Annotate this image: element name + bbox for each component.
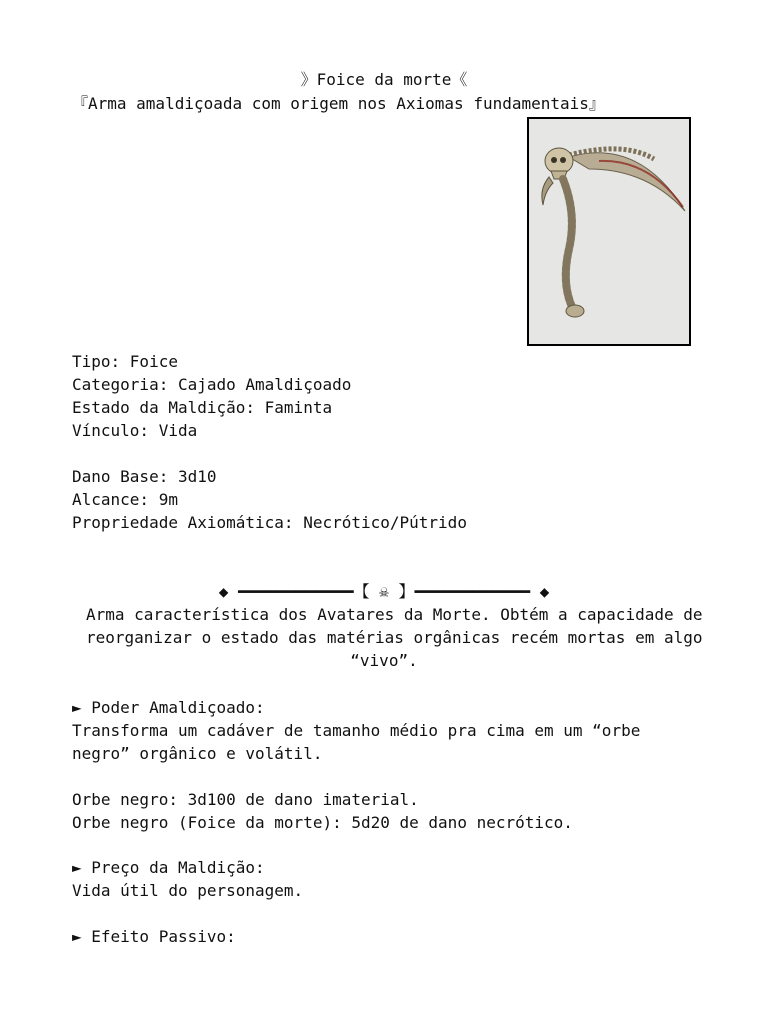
orb-line: Orbe negro (Foice da morte): 5d20 de dano necrótico.: [72, 813, 573, 832]
passive-effect-heading: ► Efeito Passivo:: [72, 927, 236, 946]
scythe-illustration: [527, 117, 691, 346]
description: [86, 603, 703, 672]
description-line: Arma característica dos Avatares da Morte. Obtém a capacidade de: [86, 605, 703, 624]
orbs-section: [72, 788, 712, 834]
description-line: “vivo”.: [350, 651, 418, 670]
combat-axiomatic-property: Propriedade Axiomática: Necrótico/Pútrido: [72, 513, 467, 532]
cursed-power-line: Transforma um cadáver de tamanho médio pra cima em um “orbe: [72, 721, 641, 740]
stats-section: [72, 350, 712, 442]
description-line: reorganizar o estado das matérias orgânicas recém mortas em algo: [86, 628, 703, 647]
document-subtitle: 『Arma amaldiçoada com origem nos Axiomas fundamentais』: [72, 94, 605, 113]
orb-line: Orbe negro: 3d100 de dano imaterial.: [72, 790, 419, 809]
curse-price-section: [72, 856, 712, 902]
combat-range: Alcance: 9m: [72, 490, 178, 509]
combat-base-damage: Dano Base: 3d10: [72, 467, 217, 486]
cursed-power-section: [72, 696, 712, 765]
stat-curse-state: Estado da Maldição: Faminta: [72, 398, 333, 417]
stat-category: Categoria: Cajado Amaldiçoado: [72, 375, 352, 394]
scythe-skull-icon: [529, 119, 689, 344]
cursed-power-heading: ► Poder Amaldiçoado:: [72, 698, 265, 717]
curse-price-line: Vida útil do personagem.: [72, 881, 304, 900]
stat-type: Tipo: Foice: [72, 352, 178, 371]
stat-bond: Vínculo: Vida: [72, 421, 198, 440]
combat-section: [72, 465, 712, 534]
curse-price-heading: ► Preço da Maldição:: [72, 858, 265, 877]
section-divider: ◆ ━━━━━━━━━━━━【 ☠ 】━━━━━━━━━━━━ ◆: [218, 582, 550, 601]
cursed-power-line: negro” orgânico e volátil.: [72, 744, 323, 763]
document-title: 》Foice da morte《: [300, 70, 468, 89]
passive-effect-section: [72, 925, 712, 948]
